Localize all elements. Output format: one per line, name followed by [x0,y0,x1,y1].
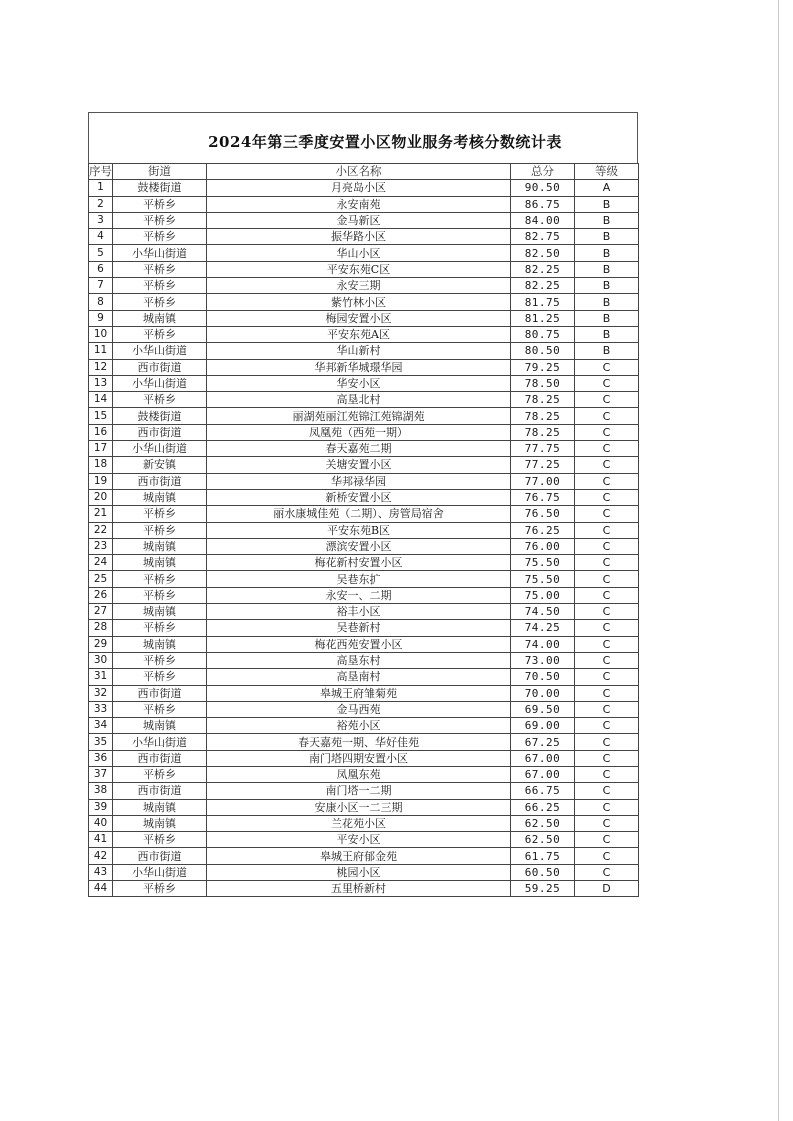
table-row [89,506,639,522]
cell-no: 36 [89,750,113,766]
header-street: 街道 [113,164,207,180]
cell-score: 74.00 [511,636,575,652]
cell-grade: C [575,392,639,408]
cell-street: 新安镇 [113,457,207,473]
cell-name: 梅花西苑安置小区 [207,636,511,652]
cell-street: 西市街道 [113,783,207,799]
cell-grade: C [575,669,639,685]
cell-grade: C [575,571,639,587]
cell-grade: C [575,783,639,799]
cell-name: 吴巷东扩 [207,571,511,587]
cell-grade: B [575,212,639,228]
table-row [89,408,639,424]
cell-grade: B [575,310,639,326]
cell-name: 新桥安置小区 [207,489,511,505]
table-row [89,375,639,391]
cell-score: 75.00 [511,587,575,603]
cell-street: 小华山街道 [113,245,207,261]
cell-no: 17 [89,441,113,457]
cell-score: 86.75 [511,196,575,212]
cell-score: 77.00 [511,473,575,489]
cell-grade: C [575,424,639,440]
cell-no: 25 [89,571,113,587]
cell-no: 26 [89,587,113,603]
table-row [89,359,639,375]
cell-name: 南门塔四期安置小区 [207,750,511,766]
table-row [89,278,639,294]
cell-no: 28 [89,620,113,636]
cell-name: 春天嘉苑二期 [207,441,511,457]
cell-no: 41 [89,832,113,848]
cell-score: 75.50 [511,555,575,571]
cell-grade: B [575,196,639,212]
cell-no: 4 [89,229,113,245]
table-row [89,848,639,864]
cell-name: 金马新区 [207,212,511,228]
table-row [89,701,639,717]
header-grade: 等级 [575,164,639,180]
table-row [89,734,639,750]
cell-grade: B [575,261,639,277]
cell-name: 紫竹林小区 [207,294,511,310]
cell-grade: C [575,815,639,831]
cell-name: 平安东苑C区 [207,261,511,277]
cell-no: 11 [89,343,113,359]
cell-grade: C [575,734,639,750]
cell-street: 鼓楼街道 [113,180,207,196]
cell-street: 小华山街道 [113,375,207,391]
cell-street: 平桥乡 [113,261,207,277]
table-row [89,229,639,245]
cell-no: 7 [89,278,113,294]
cell-no: 22 [89,522,113,538]
cell-grade: C [575,701,639,717]
table-row [89,212,639,228]
cell-score: 62.50 [511,815,575,831]
table-row [89,832,639,848]
table-row [89,555,639,571]
cell-score: 78.25 [511,424,575,440]
cell-name: 兰花苑小区 [207,815,511,831]
cell-grade: C [575,457,639,473]
header-no: 序号 [89,164,112,179]
cell-no: 8 [89,294,113,310]
cell-grade: A [575,180,639,196]
cell-name: 永安南苑 [207,196,511,212]
cell-grade: B [575,229,639,245]
table-row [89,343,639,359]
cell-score: 76.75 [511,489,575,505]
cell-street: 平桥乡 [113,326,207,342]
cell-name: 高垦南村 [207,669,511,685]
cell-street: 平桥乡 [113,766,207,782]
cell-grade: C [575,506,639,522]
cell-no: 32 [89,685,113,701]
cell-no: 35 [89,734,113,750]
cell-no: 31 [89,669,113,685]
cell-grade: C [575,359,639,375]
cell-name: 裕丰小区 [207,604,511,620]
table-row [89,538,639,554]
cell-no: 29 [89,636,113,652]
cell-grade: B [575,278,639,294]
cell-no: 43 [89,864,113,880]
cell-grade: C [575,604,639,620]
cell-score: 62.50 [511,832,575,848]
cell-street: 平桥乡 [113,278,207,294]
cell-no: 23 [89,538,113,554]
table-row [89,750,639,766]
cell-score: 82.75 [511,229,575,245]
cell-grade: C [575,766,639,782]
header-name: 小区名称 [207,164,511,180]
cell-score: 82.50 [511,245,575,261]
cell-score: 61.75 [511,848,575,864]
cell-name: 高垦北村 [207,392,511,408]
cell-score: 67.00 [511,750,575,766]
cell-score: 84.00 [511,212,575,228]
cell-grade: C [575,864,639,880]
table-row [89,669,639,685]
cell-street: 城南镇 [113,718,207,734]
cell-street: 西市街道 [113,359,207,375]
table-row [89,636,639,652]
cell-name: 关塘安置小区 [207,457,511,473]
cell-grade: C [575,441,639,457]
table-row [89,310,639,326]
cell-street: 西市街道 [113,848,207,864]
table-row [89,783,639,799]
cell-score: 81.25 [511,310,575,326]
cell-no: 27 [89,604,113,620]
cell-score: 59.25 [511,881,575,897]
cell-no: 37 [89,766,113,782]
cell-score: 80.50 [511,343,575,359]
title-box [88,112,638,163]
cell-grade: C [575,587,639,603]
cell-no: 38 [89,783,113,799]
table-row [89,457,639,473]
cell-street: 平桥乡 [113,506,207,522]
cell-no: 19 [89,473,113,489]
cell-street: 平桥乡 [113,212,207,228]
cell-name: 皋城王府郁金苑 [207,848,511,864]
cell-no: 21 [89,506,113,522]
cell-grade: B [575,245,639,261]
cell-name: 永安三期 [207,278,511,294]
cell-score: 76.00 [511,538,575,554]
cell-score: 74.50 [511,604,575,620]
cell-grade: C [575,848,639,864]
cell-score: 67.25 [511,734,575,750]
cell-street: 平桥乡 [113,881,207,897]
cell-score: 76.50 [511,506,575,522]
cell-score: 81.75 [511,294,575,310]
cell-name: 南门塔一二期 [207,783,511,799]
cell-no: 12 [89,359,113,375]
cell-score: 70.00 [511,685,575,701]
cell-no: 18 [89,457,113,473]
cell-street: 平桥乡 [113,392,207,408]
cell-no: 5 [89,245,113,261]
cell-grade: C [575,652,639,668]
table-row [89,864,639,880]
table-row [89,799,639,815]
table-row [89,180,639,196]
table-row [89,620,639,636]
cell-street: 平桥乡 [113,294,207,310]
table-row [89,685,639,701]
cell-score: 66.75 [511,783,575,799]
cell-street: 城南镇 [113,636,207,652]
cell-name: 梅园安置小区 [207,310,511,326]
cell-score: 82.25 [511,261,575,277]
cell-name: 华邦禄华园 [207,473,511,489]
cell-grade: C [575,555,639,571]
cell-name: 高垦东村 [207,652,511,668]
cell-street: 平桥乡 [113,571,207,587]
header-score: 总分 [511,164,575,180]
cell-no: 33 [89,701,113,717]
cell-street: 城南镇 [113,799,207,815]
table-row [89,587,639,603]
cell-street: 平桥乡 [113,620,207,636]
cell-no: 30 [89,652,113,668]
table-row [89,571,639,587]
cell-grade: B [575,326,639,342]
cell-grade: C [575,538,639,554]
cell-street: 小华山街道 [113,343,207,359]
cell-score: 78.25 [511,408,575,424]
table-row [89,294,639,310]
cell-grade: C [575,799,639,815]
cell-street: 平桥乡 [113,522,207,538]
table-row [89,245,639,261]
cell-score: 60.50 [511,864,575,880]
table-body [89,180,639,897]
cell-name: 华山小区 [207,245,511,261]
cell-score: 70.50 [511,669,575,685]
cell-name: 吴巷新村 [207,620,511,636]
cell-grade: C [575,375,639,391]
cell-no: 24 [89,555,113,571]
table-row [89,424,639,440]
cell-street: 西市街道 [113,685,207,701]
cell-score: 66.25 [511,799,575,815]
cell-score: 78.50 [511,375,575,391]
cell-street: 西市街道 [113,473,207,489]
cell-street: 平桥乡 [113,196,207,212]
cell-grade: C [575,750,639,766]
cell-no: 42 [89,848,113,864]
table-row [89,652,639,668]
cell-street: 西市街道 [113,424,207,440]
cell-street: 小华山街道 [113,864,207,880]
cell-score: 78.25 [511,392,575,408]
table-row [89,718,639,734]
page-title: 2024年第三季度安置小区物业服务考核分数统计表 [208,132,562,151]
cell-grade: C [575,636,639,652]
cell-name: 华安小区 [207,375,511,391]
cell-name: 凤凰东苑 [207,766,511,782]
cell-no: 9 [89,310,113,326]
cell-street: 平桥乡 [113,587,207,603]
cell-score: 77.25 [511,457,575,473]
cell-score: 90.50 [511,180,575,196]
cell-no: 3 [89,212,113,228]
score-sheet [88,112,638,897]
cell-score: 82.25 [511,278,575,294]
table-row [89,392,639,408]
table-row [89,326,639,342]
cell-name: 安康小区一二三期 [207,799,511,815]
table-row [89,604,639,620]
cell-name: 平安小区 [207,832,511,848]
cell-street: 平桥乡 [113,229,207,245]
cell-grade: C [575,489,639,505]
cell-name: 丽水康城佳苑（二期）、房管局宿舍 [207,506,511,522]
cell-street: 城南镇 [113,555,207,571]
cell-name: 华山新村 [207,343,511,359]
cell-name: 皋城王府雏菊苑 [207,685,511,701]
cell-street: 城南镇 [113,815,207,831]
table-row [89,473,639,489]
cell-name: 平安东苑B区 [207,522,511,538]
table-row [89,522,639,538]
cell-grade: C [575,408,639,424]
cell-name: 桃园小区 [207,864,511,880]
cell-street: 平桥乡 [113,832,207,848]
cell-name: 五里桥新村 [207,881,511,897]
cell-name: 裕苑小区 [207,718,511,734]
cell-name: 春天嘉苑一期、华好佳苑 [207,734,511,750]
cell-no: 10 [89,326,113,342]
cell-name: 金马西苑 [207,701,511,717]
cell-name: 月亮岛小区 [207,180,511,196]
cell-no: 20 [89,489,113,505]
cell-score: 73.00 [511,652,575,668]
cell-street: 小华山街道 [113,734,207,750]
table-row [89,261,639,277]
table-row [89,196,639,212]
cell-no: 2 [89,196,113,212]
cell-street: 平桥乡 [113,669,207,685]
cell-no: 6 [89,261,113,277]
cell-grade: C [575,620,639,636]
table-row [89,441,639,457]
cell-grade: C [575,522,639,538]
cell-score: 74.25 [511,620,575,636]
table-row [89,881,639,897]
cell-score: 76.25 [511,522,575,538]
cell-street: 平桥乡 [113,652,207,668]
score-table [88,163,639,897]
cell-grade: C [575,473,639,489]
cell-grade: B [575,294,639,310]
cell-street: 平桥乡 [113,701,207,717]
cell-grade: C [575,832,639,848]
cell-street: 城南镇 [113,604,207,620]
cell-street: 鼓楼街道 [113,408,207,424]
cell-score: 69.00 [511,718,575,734]
table-row [89,815,639,831]
cell-name: 华邦新华城璟华园 [207,359,511,375]
header-row [89,164,639,180]
cell-no: 34 [89,718,113,734]
cell-name: 漂滨安置小区 [207,538,511,554]
cell-score: 69.50 [511,701,575,717]
cell-no: 15 [89,408,113,424]
cell-name: 丽湖苑丽江苑锦江苑锦湖苑 [207,408,511,424]
cell-score: 80.75 [511,326,575,342]
table-row [89,766,639,782]
cell-name: 永安一、二期 [207,587,511,603]
cell-grade: C [575,718,639,734]
cell-name: 振华路小区 [207,229,511,245]
cell-no: 16 [89,424,113,440]
cell-score: 75.50 [511,571,575,587]
cell-grade: D [575,881,639,897]
cell-no: 40 [89,815,113,831]
cell-no: 14 [89,392,113,408]
cell-name: 凤凰苑（西苑一期） [207,424,511,440]
cell-street: 西市街道 [113,750,207,766]
cell-no: 44 [89,881,113,897]
cell-no: 1 [89,180,113,196]
scan-edge-line [778,0,779,1121]
cell-name: 梅花新村安置小区 [207,555,511,571]
cell-no: 39 [89,799,113,815]
cell-street: 城南镇 [113,310,207,326]
cell-no: 13 [89,375,113,391]
table-row [89,489,639,505]
cell-score: 77.75 [511,441,575,457]
cell-name: 平安东苑A区 [207,326,511,342]
cell-grade: B [575,343,639,359]
cell-street: 城南镇 [113,489,207,505]
cell-score: 79.25 [511,359,575,375]
cell-street: 城南镇 [113,538,207,554]
cell-street: 小华山街道 [113,441,207,457]
cell-score: 67.00 [511,766,575,782]
cell-grade: C [575,685,639,701]
